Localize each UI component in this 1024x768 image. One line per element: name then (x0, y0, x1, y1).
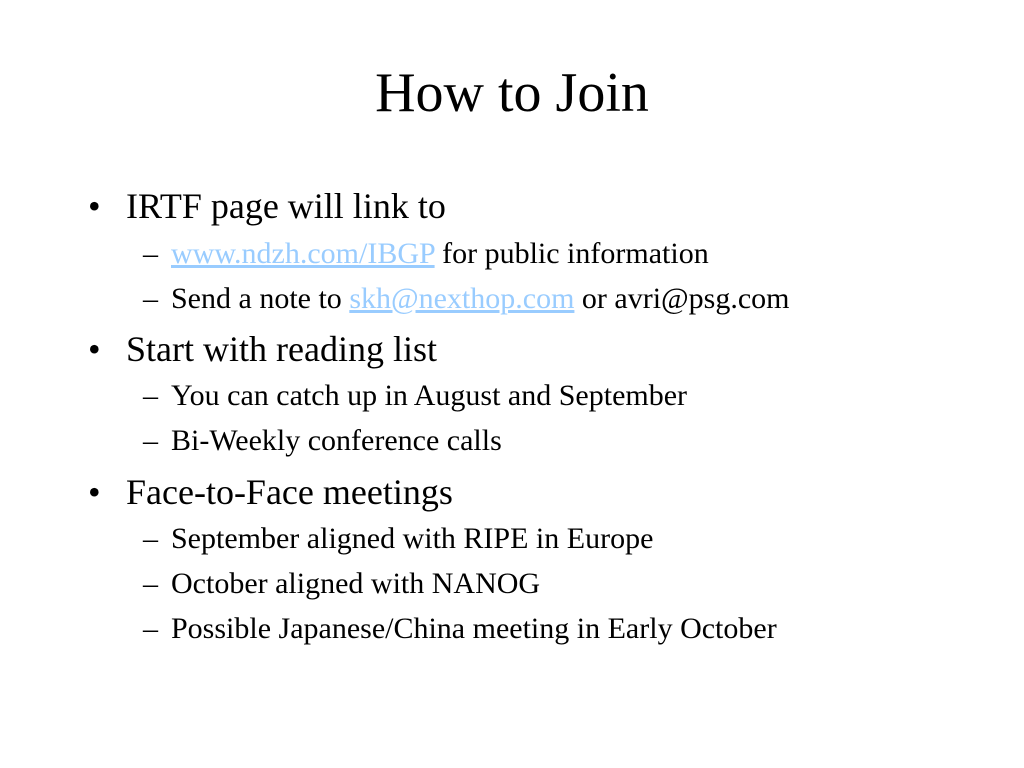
sub-item-suffix: for public information (434, 237, 709, 270)
slide-title: How to Join (375, 62, 649, 124)
sub-item-text (171, 282, 790, 316)
bullet-text: IRTF page will link to (126, 186, 446, 226)
dash-icon: – (143, 522, 158, 555)
sub-item-text: Possible Japanese/China meeting in Early October (171, 612, 777, 645)
sub-item-text (171, 237, 709, 271)
dash-icon: – (143, 612, 158, 645)
email-link[interactable]: skh@nexthop.com (349, 282, 575, 315)
sub-item-suffix: or avri@psg.com (574, 282, 790, 315)
sub-item-text: October aligned with NANOG (171, 567, 541, 600)
bullet-text: Face-to-Face meetings (126, 472, 453, 512)
bullet-text: Start with reading list (126, 329, 437, 369)
dash-icon: – (143, 282, 158, 315)
bullet-icon: • (88, 186, 101, 226)
sub-item-text: September aligned with RIPE in Europe (171, 522, 654, 555)
sub-item-text: You can catch up in August and September (171, 379, 688, 412)
sub-item-prefix: Send a note to (171, 282, 350, 315)
bullet-icon: • (88, 329, 101, 369)
ndzh-link[interactable]: www.ndzh.com/IBGP (171, 237, 435, 270)
sub-item-text: Bi-Weekly conference calls (171, 424, 502, 457)
bullet-icon: • (88, 472, 101, 512)
dash-icon: – (143, 237, 158, 270)
dash-icon: – (143, 424, 158, 457)
dash-icon: – (143, 379, 158, 412)
dash-icon: – (143, 567, 158, 600)
